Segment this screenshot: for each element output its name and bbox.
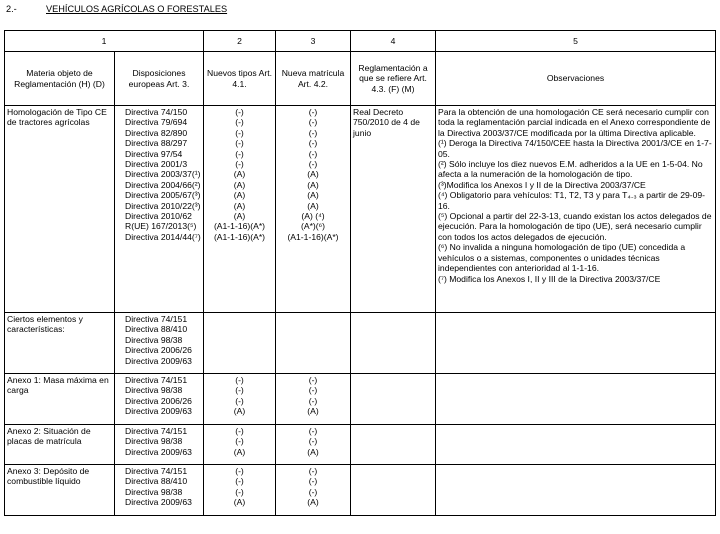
materia-cell: Homologación de Tipo CE de tractores agrícolas (5, 106, 115, 313)
directive-ref: Directiva 2010/62 (125, 211, 192, 222)
nuevos-tipos-cell (204, 425, 276, 465)
nueva-matricula-cell (276, 425, 351, 465)
nueva-matricula-value: (A) (307, 179, 319, 190)
directive-ref: Directiva 2001/3 (125, 159, 188, 170)
directive-ref: Directiva 97/54 (125, 148, 183, 159)
nueva-matricula-value: (A) (307, 169, 319, 180)
nuevos-tipos-value: (-) (235, 148, 244, 159)
column-number-4: 4 (351, 31, 436, 52)
nuevos-tipos-value: (A) (233, 211, 246, 222)
directive-ref: Directiva 74/151 (125, 314, 188, 324)
nueva-matricula-value: (A1-1-16)(A*) (287, 231, 339, 242)
header-materia: Materia objeto de Reglamentación (H) (D) (5, 52, 115, 106)
reglamentacion-cell (351, 425, 436, 465)
materia-cell: Anexo 2: Situación de placas de matrícula (5, 425, 115, 465)
directive-ref: Directiva 2014/44(⁷) (125, 231, 201, 242)
disposiciones-cell (115, 465, 204, 516)
nueva-matricula-value: (A) (307, 446, 319, 457)
directive-ref: Directiva 2003/37(¹) (125, 169, 201, 180)
observaciones-cell (436, 313, 716, 374)
observation-note: (⁴) Obligatorio para vehículos: T1, T2, T3 y para T₄.₃ a partir de 29-09-16. (438, 190, 706, 211)
header-nueva-matricula: Nueva matrícula Art. 4.2. (276, 52, 351, 106)
nueva-matricula-value: (A) (307, 200, 319, 211)
nuevos-tipos-value: (-) (235, 436, 244, 447)
observaciones-cell (436, 465, 716, 516)
nuevos-tipos-value: (A1-1-16)(A*) (213, 221, 266, 232)
nueva-matricula-cell (276, 465, 351, 516)
observation-note: (⁵) Opcional a partir del 22-3-13, cuando existan los actos delegados de ejecución. Para la homologación de tipo (UE), será necesario cumplir con todos los actos delegados de ejecución. (438, 211, 712, 242)
nuevos-tipos-value: (A) (233, 179, 246, 190)
nuevos-tipos-value: (-) (235, 385, 244, 396)
header-disposiciones: Disposiciones europeas Art. 3. (115, 52, 204, 106)
nueva-matricula-value: (-) (308, 426, 318, 436)
nueva-matricula-cell (276, 374, 351, 425)
directive-ref: Directiva 88/297 (125, 138, 188, 149)
reglamentacion-cell (351, 465, 436, 516)
header-row (5, 52, 716, 106)
nueva-matricula-value: (-) (308, 138, 318, 149)
nueva-matricula-value: (-) (308, 127, 318, 138)
nuevos-tipos-value: (-) (235, 138, 244, 149)
nuevos-tipos-value: (-) (235, 117, 244, 128)
observation-note: (¹) Deroga la Directiva 74/150/CEE hasta la Directiva 2001/3/CE en 1-7-05. (438, 138, 712, 159)
directive-ref: Directiva 88/410 (125, 476, 188, 487)
nuevos-tipos-cell (204, 106, 276, 313)
disposiciones-cell (115, 374, 204, 425)
nueva-matricula-value: (-) (308, 148, 318, 159)
header-observaciones: Observaciones (436, 52, 716, 106)
nuevos-tipos-value: (-) (235, 486, 244, 497)
nueva-matricula-value: (-) (308, 395, 318, 406)
observation-note: (⁶) No invalida a ninguna homologación de tipo (UE) concedida a vehículos o a sistemas, componentes o unidades técnicas independientes con anterioridad al 1-1-16. (438, 242, 686, 274)
nueva-matricula-value: (A) (307, 497, 319, 508)
directive-ref: Directiva 2010/22(³) (125, 200, 201, 211)
observation-note: (⁷) Modifica los Anexos I, II y III de la Directiva 2003/37/CE (438, 273, 661, 284)
directive-ref: Directiva 82/890 (125, 127, 188, 138)
table-row (5, 313, 716, 374)
nueva-matricula-value: (-) (308, 486, 318, 497)
nuevos-tipos-value: (-) (235, 107, 244, 117)
observaciones-cell (436, 106, 716, 313)
nueva-matricula-value: (A) (307, 406, 319, 417)
nuevos-tipos-value: (-) (235, 159, 244, 170)
directive-ref: Directiva 2009/63 (125, 406, 192, 417)
directive-ref: Directiva 79/694 (125, 117, 188, 128)
nueva-matricula-value: (-) (308, 375, 318, 385)
nuevos-tipos-value: (-) (235, 476, 244, 487)
header-reglamentacion: Reglamentación a que se refiere Art. 4.3. (F) (M) (351, 52, 436, 106)
section-heading (6, 4, 227, 14)
directive-ref: Directiva 74/150 (125, 107, 188, 117)
column-number-3: 3 (276, 31, 351, 52)
directive-ref: Directiva 2006/26 (125, 345, 192, 356)
nuevos-tipos-value: (A) (233, 406, 246, 417)
nuevos-tipos-value: (A) (233, 169, 246, 180)
disposiciones-cell (115, 106, 204, 313)
nuevos-tipos-cell (204, 374, 276, 425)
directive-ref: Directiva 74/151 (125, 426, 188, 436)
nuevos-tipos-value: (A) (233, 497, 246, 508)
directive-ref: Directiva 98/38 (125, 486, 183, 497)
column-number-2: 2 (204, 31, 276, 52)
nueva-matricula-value: (A) (307, 190, 319, 201)
disposiciones-cell (115, 313, 204, 374)
nueva-matricula-value: (-) (308, 385, 318, 396)
materia-cell: Anexo 1: Masa máxima en carga (5, 374, 115, 425)
table-row (5, 465, 716, 516)
observation-note: (²) Sólo incluye los diez nuevos E.M. adheridos a la UE en 1-5-04. No afecta a la numeración de la homologación de tipo. (438, 159, 703, 180)
observaciones-cell (436, 425, 716, 465)
nueva-matricula-value: (-) (308, 159, 318, 170)
nuevos-tipos-value: (-) (235, 466, 244, 476)
nuevos-tipos-value: (-) (235, 426, 244, 436)
reglamentacion-cell (351, 374, 436, 425)
directive-ref: Directiva 98/38 (125, 436, 183, 447)
reglamentacion-cell: Real Decreto 750/2010 de 4 de junio (351, 106, 436, 313)
observation-note: Para la obtención de una homologación CE será necesario cumplir con toda la reglamentación parcial indicada en el Anexo correspondiente de la Directiva 2003/37/CE modificada por la última Directiva aplicable. (438, 107, 711, 138)
materia-cell: Anexo 3: Depósito de combustible líquido (5, 465, 115, 516)
nuevos-tipos-value: (A1-1-16)(A*) (213, 231, 266, 242)
nueva-matricula-value: (-) (308, 436, 318, 447)
reglamentacion-cell (351, 313, 436, 374)
directive-ref: Directiva 2006/26 (125, 395, 192, 406)
nueva-matricula-cell (276, 106, 351, 313)
directive-ref: Directiva 2004/66(²) (125, 179, 201, 190)
nuevos-tipos-value: (A) (233, 446, 246, 457)
table-row (5, 374, 716, 425)
section-title: VEHÍCULOS AGRÍCOLAS O FORESTALES (46, 4, 228, 14)
directive-ref: Directiva 2009/63 (125, 355, 192, 366)
section-number: 2.- (6, 4, 17, 14)
directive-ref: Directiva 88/410 (125, 324, 188, 335)
column-number-1: 1 (5, 31, 204, 52)
nuevos-tipos-cell (204, 465, 276, 516)
nuevos-tipos-value: (A) (233, 200, 246, 211)
nuevos-tipos-value: (A) (233, 190, 246, 201)
table-row (5, 425, 716, 465)
nuevos-tipos-value: (-) (235, 395, 244, 406)
nuevos-tipos-value: (-) (235, 375, 244, 385)
nueva-matricula-value: (-) (308, 107, 318, 117)
directive-ref: Directiva 2009/63 (125, 446, 192, 457)
observaciones-cell (436, 374, 716, 425)
nueva-matricula-value: (-) (308, 466, 318, 476)
observation-note: (³)Modifica los Anexos I y II de la Directiva 2003/37/CE (438, 179, 646, 190)
directive-ref: Directiva 2009/63 (125, 497, 192, 508)
directive-ref: Directiva 2005/67(³) (125, 190, 201, 201)
nuevos-tipos-cell (204, 313, 276, 374)
nueva-matricula-value: (-) (308, 476, 318, 487)
table-body (5, 106, 716, 516)
nueva-matricula-value: (A*)(⁶) (300, 221, 326, 232)
header-nuevos-tipos: Nuevos tipos Art. 4.1. (204, 52, 276, 106)
nueva-matricula-value: (A) (⁴) (301, 211, 325, 222)
directive-ref: Directiva 98/38 (125, 385, 183, 396)
nueva-matricula-cell (276, 313, 351, 374)
column-number-row (5, 31, 716, 52)
nueva-matricula-value: (-) (308, 117, 318, 128)
materia-cell: Ciertos elementos y características: (5, 313, 115, 374)
column-number-5: 5 (436, 31, 716, 52)
directive-ref: Directiva 74/151 (125, 375, 188, 385)
disposiciones-cell (115, 425, 204, 465)
directive-ref: R(UE) 167/2013(⁵) (125, 221, 197, 232)
regulation-table (4, 30, 716, 516)
table-row (5, 106, 716, 313)
directive-ref: Directiva 98/38 (125, 334, 183, 345)
directive-ref: Directiva 74/151 (125, 466, 188, 476)
nuevos-tipos-value: (-) (235, 127, 244, 138)
